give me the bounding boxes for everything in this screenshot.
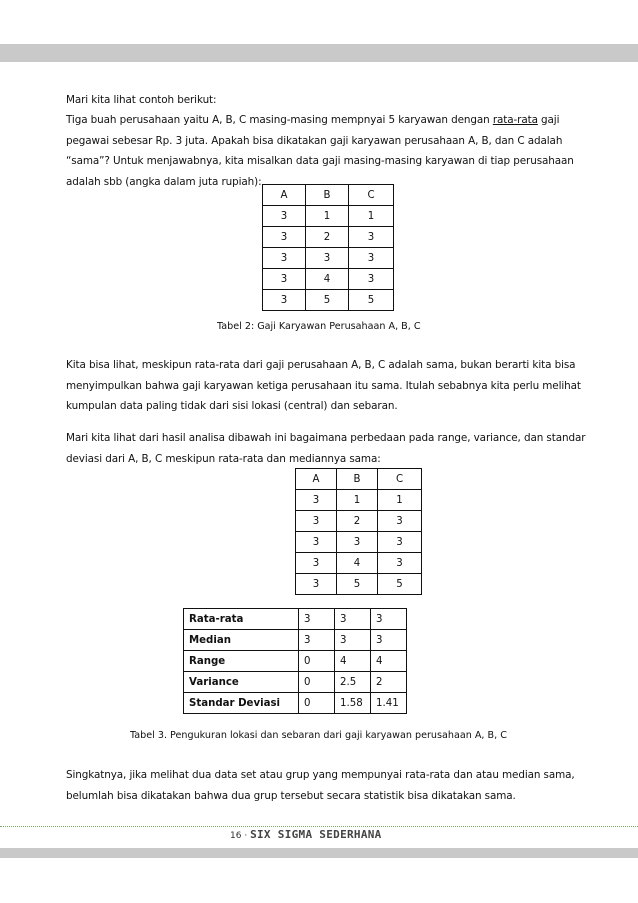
table-cell: 3: [296, 490, 337, 511]
col-header-a: A: [296, 469, 337, 490]
table-cell: 3: [371, 609, 407, 630]
table-cell: 1.41: [371, 693, 407, 714]
table-cell: 3: [337, 532, 378, 553]
col-header-c: C: [349, 185, 394, 206]
table-row: [296, 574, 422, 595]
table-cell: 1: [349, 206, 394, 227]
table-cell: 3: [263, 269, 306, 290]
header-bar: [0, 44, 638, 62]
table-cell: 4: [371, 651, 407, 672]
table-cell: 1.58: [335, 693, 371, 714]
table-cell: 1: [306, 206, 349, 227]
footer-divider: [0, 826, 638, 827]
stat-label: Rata-rata: [184, 609, 299, 630]
table-cell: 3: [263, 290, 306, 311]
table-cell: 3: [335, 609, 371, 630]
statistics-table: [183, 608, 407, 714]
book-title: SIX SIGMA SEDERHANA: [250, 828, 382, 841]
col-header-b: B: [306, 185, 349, 206]
stat-label: Standar Deviasi: [184, 693, 299, 714]
table-cell: 3: [335, 630, 371, 651]
table-cell: 5: [306, 290, 349, 311]
table-cell: 3: [296, 511, 337, 532]
footer: [230, 828, 382, 841]
table-cell: 0: [299, 672, 335, 693]
table-cell: 2.5: [335, 672, 371, 693]
table-cell: 3: [299, 609, 335, 630]
table-cell: 3: [299, 630, 335, 651]
table-cell: 0: [299, 651, 335, 672]
table-row: [263, 227, 394, 248]
table-3-caption: Tabel 3. Pengukuran lokasi dan sebaran dari gaji karyawan perusahaan A, B, C: [130, 730, 507, 741]
paragraph-1-before: Tiga buah perusahaan yaitu A, B, C masing-masing mempnyai 5 karyawan dengan: [66, 114, 493, 126]
table-row: [184, 630, 407, 651]
salary-table-repeat: [295, 468, 422, 595]
table-header-row: [263, 185, 394, 206]
stat-label: Range: [184, 651, 299, 672]
table-row: [296, 532, 422, 553]
table-cell: 4: [306, 269, 349, 290]
table-cell: 3: [263, 206, 306, 227]
table-row: [184, 672, 407, 693]
table-cell: 2: [306, 227, 349, 248]
table-row: [184, 651, 407, 672]
table-row: [263, 248, 394, 269]
table-cell: 3: [378, 553, 422, 574]
table-header-row: [296, 469, 422, 490]
table-cell: 3: [371, 630, 407, 651]
table-row: [263, 290, 394, 311]
table-cell: 4: [335, 651, 371, 672]
table-row: [184, 609, 407, 630]
paragraph-3: Mari kita lihat dari hasil analisa dibawah ini bagaimana perbedaan pada range, variance, dan standar deviasi dari A, B, C meskipun rata-rata dan mediannya sama:: [66, 432, 586, 465]
table-row: [296, 490, 422, 511]
table-cell: 3: [296, 574, 337, 595]
table-row: [296, 511, 422, 532]
underlined-term: rata-rata: [492, 114, 538, 126]
footer-separator: ·: [244, 831, 248, 841]
table-cell: 3: [263, 248, 306, 269]
table-row: [296, 553, 422, 574]
salary-table: [262, 184, 394, 311]
table-cell: 3: [349, 248, 394, 269]
table-row: [184, 693, 407, 714]
paragraph-1-after: gaji pegawai sebesar Rp. 3 juta. Apakah bisa dikatakan gaji karyawan perusahaan A, B, dan C adalah “sama”? Untuk menjawabnya, kita misalkan data gaji masing-masing karyawan di tiap perusahaan adalah sbb (angka dalam juta rupiah):: [66, 114, 574, 188]
table-cell: 0: [299, 693, 335, 714]
table-cell: 3: [296, 532, 337, 553]
table-cell: 3: [349, 227, 394, 248]
col-header-c: C: [378, 469, 422, 490]
table-cell: 3: [349, 269, 394, 290]
col-header-b: B: [337, 469, 378, 490]
table-cell: 1: [378, 490, 422, 511]
table-cell: 1: [337, 490, 378, 511]
paragraph-2: Kita bisa lihat, meskipun rata-rata dari gaji perusahaan A, B, C adalah sama, bukan berarti kita bisa menyimpulkan bahwa gaji karyawan ketiga perusahaan itu sama. Itulah sebabnya kita perlu melihat kumpulan data paling tidak dari sisi lokasi (central) dan sebaran.: [66, 359, 581, 412]
table-cell: 3: [378, 511, 422, 532]
table-row: [263, 206, 394, 227]
table-cell: 2: [371, 672, 407, 693]
paragraph-4: Singkatnya, jika melihat dua data set atau grup yang mempunyai rata-rata dan atau median sama, belumlah bisa dikatakan bahwa dua grup tersebut secara statistik bisa dikatakan sama.: [66, 769, 575, 802]
table-cell: 4: [337, 553, 378, 574]
table-2-caption: Tabel 2: Gaji Karyawan Perusahaan A, B, C: [217, 321, 421, 332]
table-cell: 3: [306, 248, 349, 269]
intro-text: Mari kita lihat contoh berikut:: [66, 94, 217, 106]
stat-label: Median: [184, 630, 299, 651]
table-cell: 3: [378, 532, 422, 553]
footer-bar: [0, 848, 638, 858]
stat-label: Variance: [184, 672, 299, 693]
table-cell: 3: [296, 553, 337, 574]
paragraph-1: [66, 110, 586, 192]
table-cell: 3: [263, 227, 306, 248]
col-header-a: A: [263, 185, 306, 206]
table-cell: 2: [337, 511, 378, 532]
table-row: [263, 269, 394, 290]
table-cell: 5: [349, 290, 394, 311]
table-cell: 5: [378, 574, 422, 595]
page-number: 16: [230, 831, 242, 841]
table-cell: 5: [337, 574, 378, 595]
